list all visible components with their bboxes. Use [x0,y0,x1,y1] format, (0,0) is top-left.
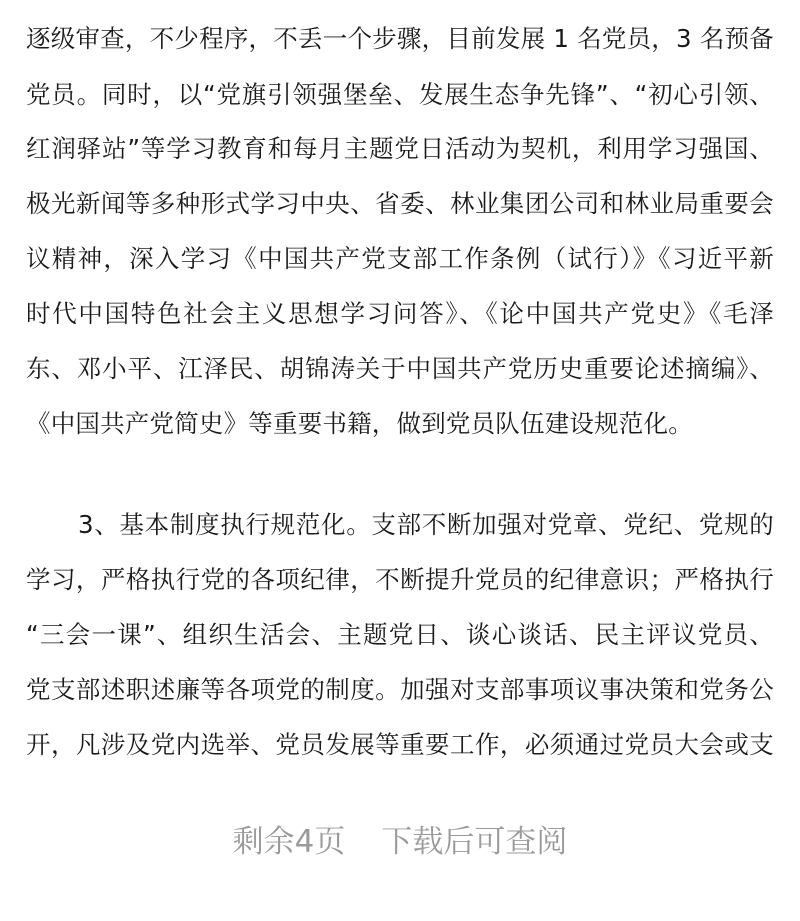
text-line: 党支部述职述廉等各项党的制度。加强对支部事项议事决策和党务公 [26,675,774,704]
remaining-pages-label: 剩余4页 [232,824,346,860]
text-line: 3、基本制度执行规范化。支部不断加强对党章、党纪、党规的 [78,510,774,539]
text-line: 极光新闻等多种形式学习中央、省委、林业集团公司和林业局重要会 [26,189,774,218]
text-line: “三会一课”、组织生活会、主题党日、谈心谈话、民主评议党员、 [26,620,774,649]
text-line: 东、邓小平、江泽民、胡锦涛关于中国共产党历史重要论述摘编》、 [26,354,774,383]
text-line: 《中国共产党简史》等重要书籍，做到党员队伍建设规范化。 [26,409,693,438]
text-line: 逐级审查，不少程序，不丢一个步骤，目前发展 1 名党员，3 名预备 [26,24,774,53]
text-line: 红润驿站”等学习教育和每月主题党日活动为契机，利用学习强国、 [26,134,774,163]
text-line: 学习，严格执行党的各项纪律，不断提升党员的纪律意识；严格执行 [26,565,774,594]
download-prompt[interactable] [0,822,800,862]
text-line: 时代中国特色社会主义思想学习问答》、《论中国共产党史》《毛泽 [26,299,774,328]
download-hint-label: 下载后可查阅 [381,824,568,860]
text-line: 议精神，深入学习《中国共产党支部工作条例（试行）》《习近平新 [26,244,774,273]
text-line: 开，凡涉及党内选举、党员发展等重要工作，必须通过党员大会或支 [26,730,774,759]
text-line: 党员。同时，以“党旗引领强堡垒、发展生态争先锋”、“初心引领、 [26,80,774,109]
